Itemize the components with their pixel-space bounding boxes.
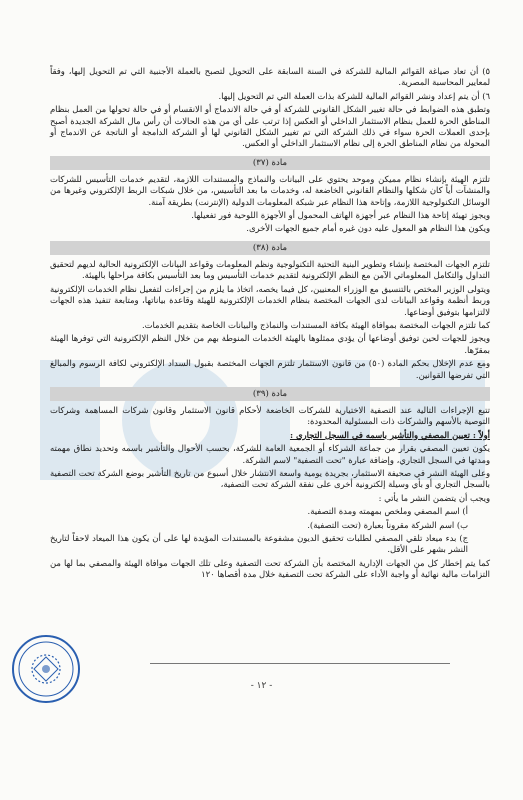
paragraph: ويتولى الوزير المختص بالتنسيق مع الوزراء المعنيين، كل فيما يخصه، اتخاذ ما يلزم من إجراءات لتفعيل نظام الخدمات الإلكترونية وربط أنظمة وقواعد البيانات لدى الجهات المختصة بنظام الخدمات الإلكترونية للهيئة وقاعدة بياناتها، ومتابعة تنفيذ هذه الجهات لالتزامها بتوفيق أوضاعها. (50, 283, 490, 317)
list-item: ج) بدء ميعاد تلقي المصفي لطلبات تحقيق الديون مشفوعة بالمستندات المؤيدة لها على أن يكون هذا الميعاد لاحقاً لتاريخ النشر بشهر على الأقل. (50, 533, 468, 555)
paragraph: ويجب أن يتضمن النشر ما يأتي : (378, 492, 490, 503)
paragraph: ويجوز للجهات لحين توفيق أوضاعها أن يؤدي ممثلوها بالهيئة الخدمات المنوطة بهم من خلال النظم الإلكترونية التي توفرها الهيئة بمقرّها. (50, 333, 490, 355)
paragraph: كما يتم إخطار كل من الجهات الإدارية المختصة بأن الشركة تحت التصفية وعلى تلك الجهات موافاة الهيئة والمصفي بما لها من التزامات مالية نهائية أو واجبة الأداء على الشركة تحت التصفية خلال مدة أقصاها ١٢٠ (50, 557, 490, 580)
paragraph: كما تلتزم الجهات المختصة بموافاة الهيئة بكافة المستندات والنماذج والبيانات الخاصة بتقديم الخدمات. (141, 319, 490, 330)
document-body (50, 66, 490, 583)
paragraph: تلتزم الجهات المختصة بإنشاء وتطوير البنية التحتية التكنولوجية ونظم المعلومات وقواعد البيانات الإلكترونية الحالية لديهم لتحقيق التداول والتكامل المعلوماتي الآمن مع النظم الإلكترونية لتقديم خدمات التأسيس وما بعد التأسيس بكافة مراحلها بالهيئة. (50, 258, 490, 281)
paragraph: ويكون هذا النظام هو المعول عليه دون غيره أمام جميع الجهات الأخرى. (246, 223, 490, 234)
paragraph: وتطبق هذه الضوابط في حالة تغيير الشكل القانوني للشركة أو في حالة الاندماج أو الانقسام أو في حالة تحولها من العمل بنظام المناطق الحرة للعمل بنظام الاستثمار الداخلي أو العكس إذا ترتب على أي من هذه الحالات أن رأس مال الشركة الجديدة أصبح بإحدى العملات الحرة سواء في ذلك الشركة التي تم تغيير الشكل القانوني لها أو الشركة الدامجة أو الناتجة عن الاندماج أو المحولة من نظام المناطق الحرة إلى نظام الاستثمار الداخلي أو العكس. (50, 104, 490, 149)
article-37-heading: مادة (٣٧) (50, 156, 490, 170)
footer-divider (150, 663, 450, 664)
paragraph: يكون تعيين المصفي بقرار من جماعة الشركاء أو الجمعية العامة للشركة، بحسب الأحوال والتأشير باسمه وتحديد نطاق مهمته ومدتها في السجل التجاري، وإضافة عبارة "تحت التصفية" لاسم الشركة. (50, 443, 490, 465)
paragraph: ويجوز تهيئة إتاحة هذا النظام عبر أجهزة الهاتف المحمول أو الأجهزة اللوحية فور تفعيلها. (191, 210, 490, 221)
section-subheading: أولاً : تعيين المصفي والتأشير باسمه في السجل التجاري : (289, 429, 490, 440)
list-item: أ) اسم المصفي وملخص بمهمته ومدة التصفية. (307, 506, 468, 517)
paragraph: تتبع الإجراءات التالية عند التصفية الاختيارية للشركات الخاضعة لأحكام قانون الاستثمار وقانون شركات المساهمة وشركات التوصية بالأسهم والشركات ذات المسئولية المحدودة: (50, 404, 490, 427)
official-stamp (10, 633, 82, 705)
article-38-heading: مادة (٣٨) (50, 241, 490, 255)
article-39-heading: مادة (٣٩) (50, 387, 490, 401)
paragraph: وعلى الهيئة النشر في صحيفة الاستثمار، بجريدة يومية واسعة الانتشار خلال أسبوع من تاريخ التأشير بوضع الشركة تحت التصفية بالسجل التجاري أو بأي وسيلة إلكترونية أخرى على نفقة الشركة تحت التصفية، (50, 467, 490, 490)
paragraph: ٦) أن يتم إعداد ونشر القوائم المالية للشركة بذات العملة التي تم التحويل إليها. (218, 90, 490, 101)
paragraph: ٥) أن تعاد صياغة القوائم المالية للشركة في السنة السابقة على التحويل لتصبح بالعملة الأجنبية التي تم التحويل إليها، وفقاً لمعايير المحاسبة المصرية. (50, 66, 490, 88)
paragraph: تلتزم الهيئة بإنشاء نظام مميكن وموحد يحتوي على البيانات والنماذج والمستندات اللازمة، لتقديم خدمات التأسيس للشركات والمنشآت أياً كان شكلها والنظام القانوني الخاضعة له، وخدمات ما بعد التأسيس، من خلال شبكات الربط الإلكتروني وغيرها من الوسائل التكنولوجية اللازمة، وإتاحة هذا النظام عبر شبكة المعلومات الدولية (الإنترنت) بطريقة آمنة. (50, 173, 490, 207)
page-number: - ١٢ - (250, 681, 273, 691)
paragraph: ومع عدم الإخلال بحكم المادة (٥٠) من قانون الاستثمار تلتزم الجهات المختصة بقبول السداد الإلكتروني لكافة الرسوم والمبالغ التي تفرضها القوانين. (50, 358, 490, 380)
list-item: ب) اسم الشركة مقروناً بعبارة (تحت التصفية). (307, 519, 468, 530)
